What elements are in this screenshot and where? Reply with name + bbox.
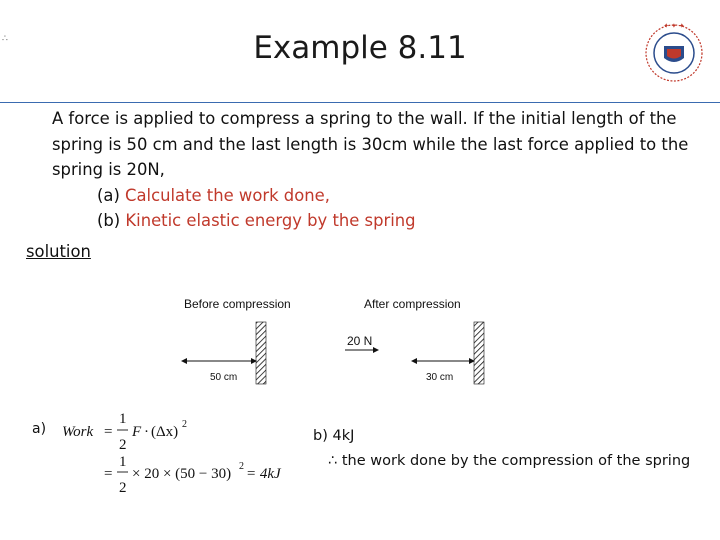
eq-result: = 4kJ: [246, 466, 281, 482]
eq-square: 2: [182, 419, 187, 430]
slide-title: Example 8.11: [253, 30, 467, 66]
force-label: 20 N: [347, 334, 373, 348]
problem-line-2: spring is 50 cm and the last length is 30cm while the last force applied to the: [52, 134, 689, 154]
wall-after: [474, 322, 484, 384]
problem-statement: [52, 106, 702, 234]
eq-num-1: 1: [119, 411, 127, 427]
slide-header: [0, 0, 720, 102]
svg-text:✦ ✦ ✦: ✦ ✦ ✦: [663, 23, 685, 30]
eq-line2: × 20 × (50 − 30): [132, 466, 232, 482]
problem-line-1: A force is applied to compress a spring to the wall. If the initial length of the: [52, 109, 677, 128]
wall-before: [256, 322, 266, 384]
therefore-symbol: ∴: [328, 453, 338, 469]
eq-num-2: 1: [119, 454, 127, 470]
answer-b: [313, 424, 690, 474]
spring-diagram: [170, 290, 510, 390]
eq-dot: ·: [144, 424, 149, 440]
item-a-label: (a): [97, 185, 126, 205]
conclusion-text: the work done by the compression of the spring: [341, 453, 691, 469]
eq-work: Work: [62, 424, 94, 440]
corner-mark: ∴: [2, 34, 8, 44]
eq-den-1: 2: [119, 437, 127, 453]
eq-equals-2: =: [104, 466, 113, 482]
problem-item-a: [52, 183, 702, 209]
eq-square-2: 2: [239, 461, 244, 472]
answer-b-conclusion: [328, 449, 690, 474]
item-b-text: Kinetic elastic energy by the spring: [125, 211, 416, 230]
initial-length-label: 50 cm: [210, 372, 238, 383]
answer-b-label: b) 4kJ: [313, 428, 355, 444]
eq-f: F: [132, 424, 142, 440]
work-equation: [58, 408, 318, 498]
final-length-label: 30 cm: [426, 372, 454, 383]
header-divider: [0, 102, 720, 103]
eq-delta: (Δx): [151, 424, 179, 440]
after-compression-label: After compression: [364, 297, 461, 311]
university-logo: [641, 18, 707, 84]
problem-line-3: spring is 20N,: [52, 160, 165, 179]
item-b-label: (b): [97, 211, 126, 230]
eq-equals-1: =: [104, 424, 113, 440]
eq-den-2: 2: [119, 480, 127, 496]
item-a-text: Calculate the work done,: [125, 185, 330, 205]
before-compression-label: Before compression: [184, 297, 291, 311]
problem-item-b: [52, 208, 702, 234]
answer-a-label: a): [32, 421, 47, 437]
solution-heading: solution: [26, 242, 91, 261]
